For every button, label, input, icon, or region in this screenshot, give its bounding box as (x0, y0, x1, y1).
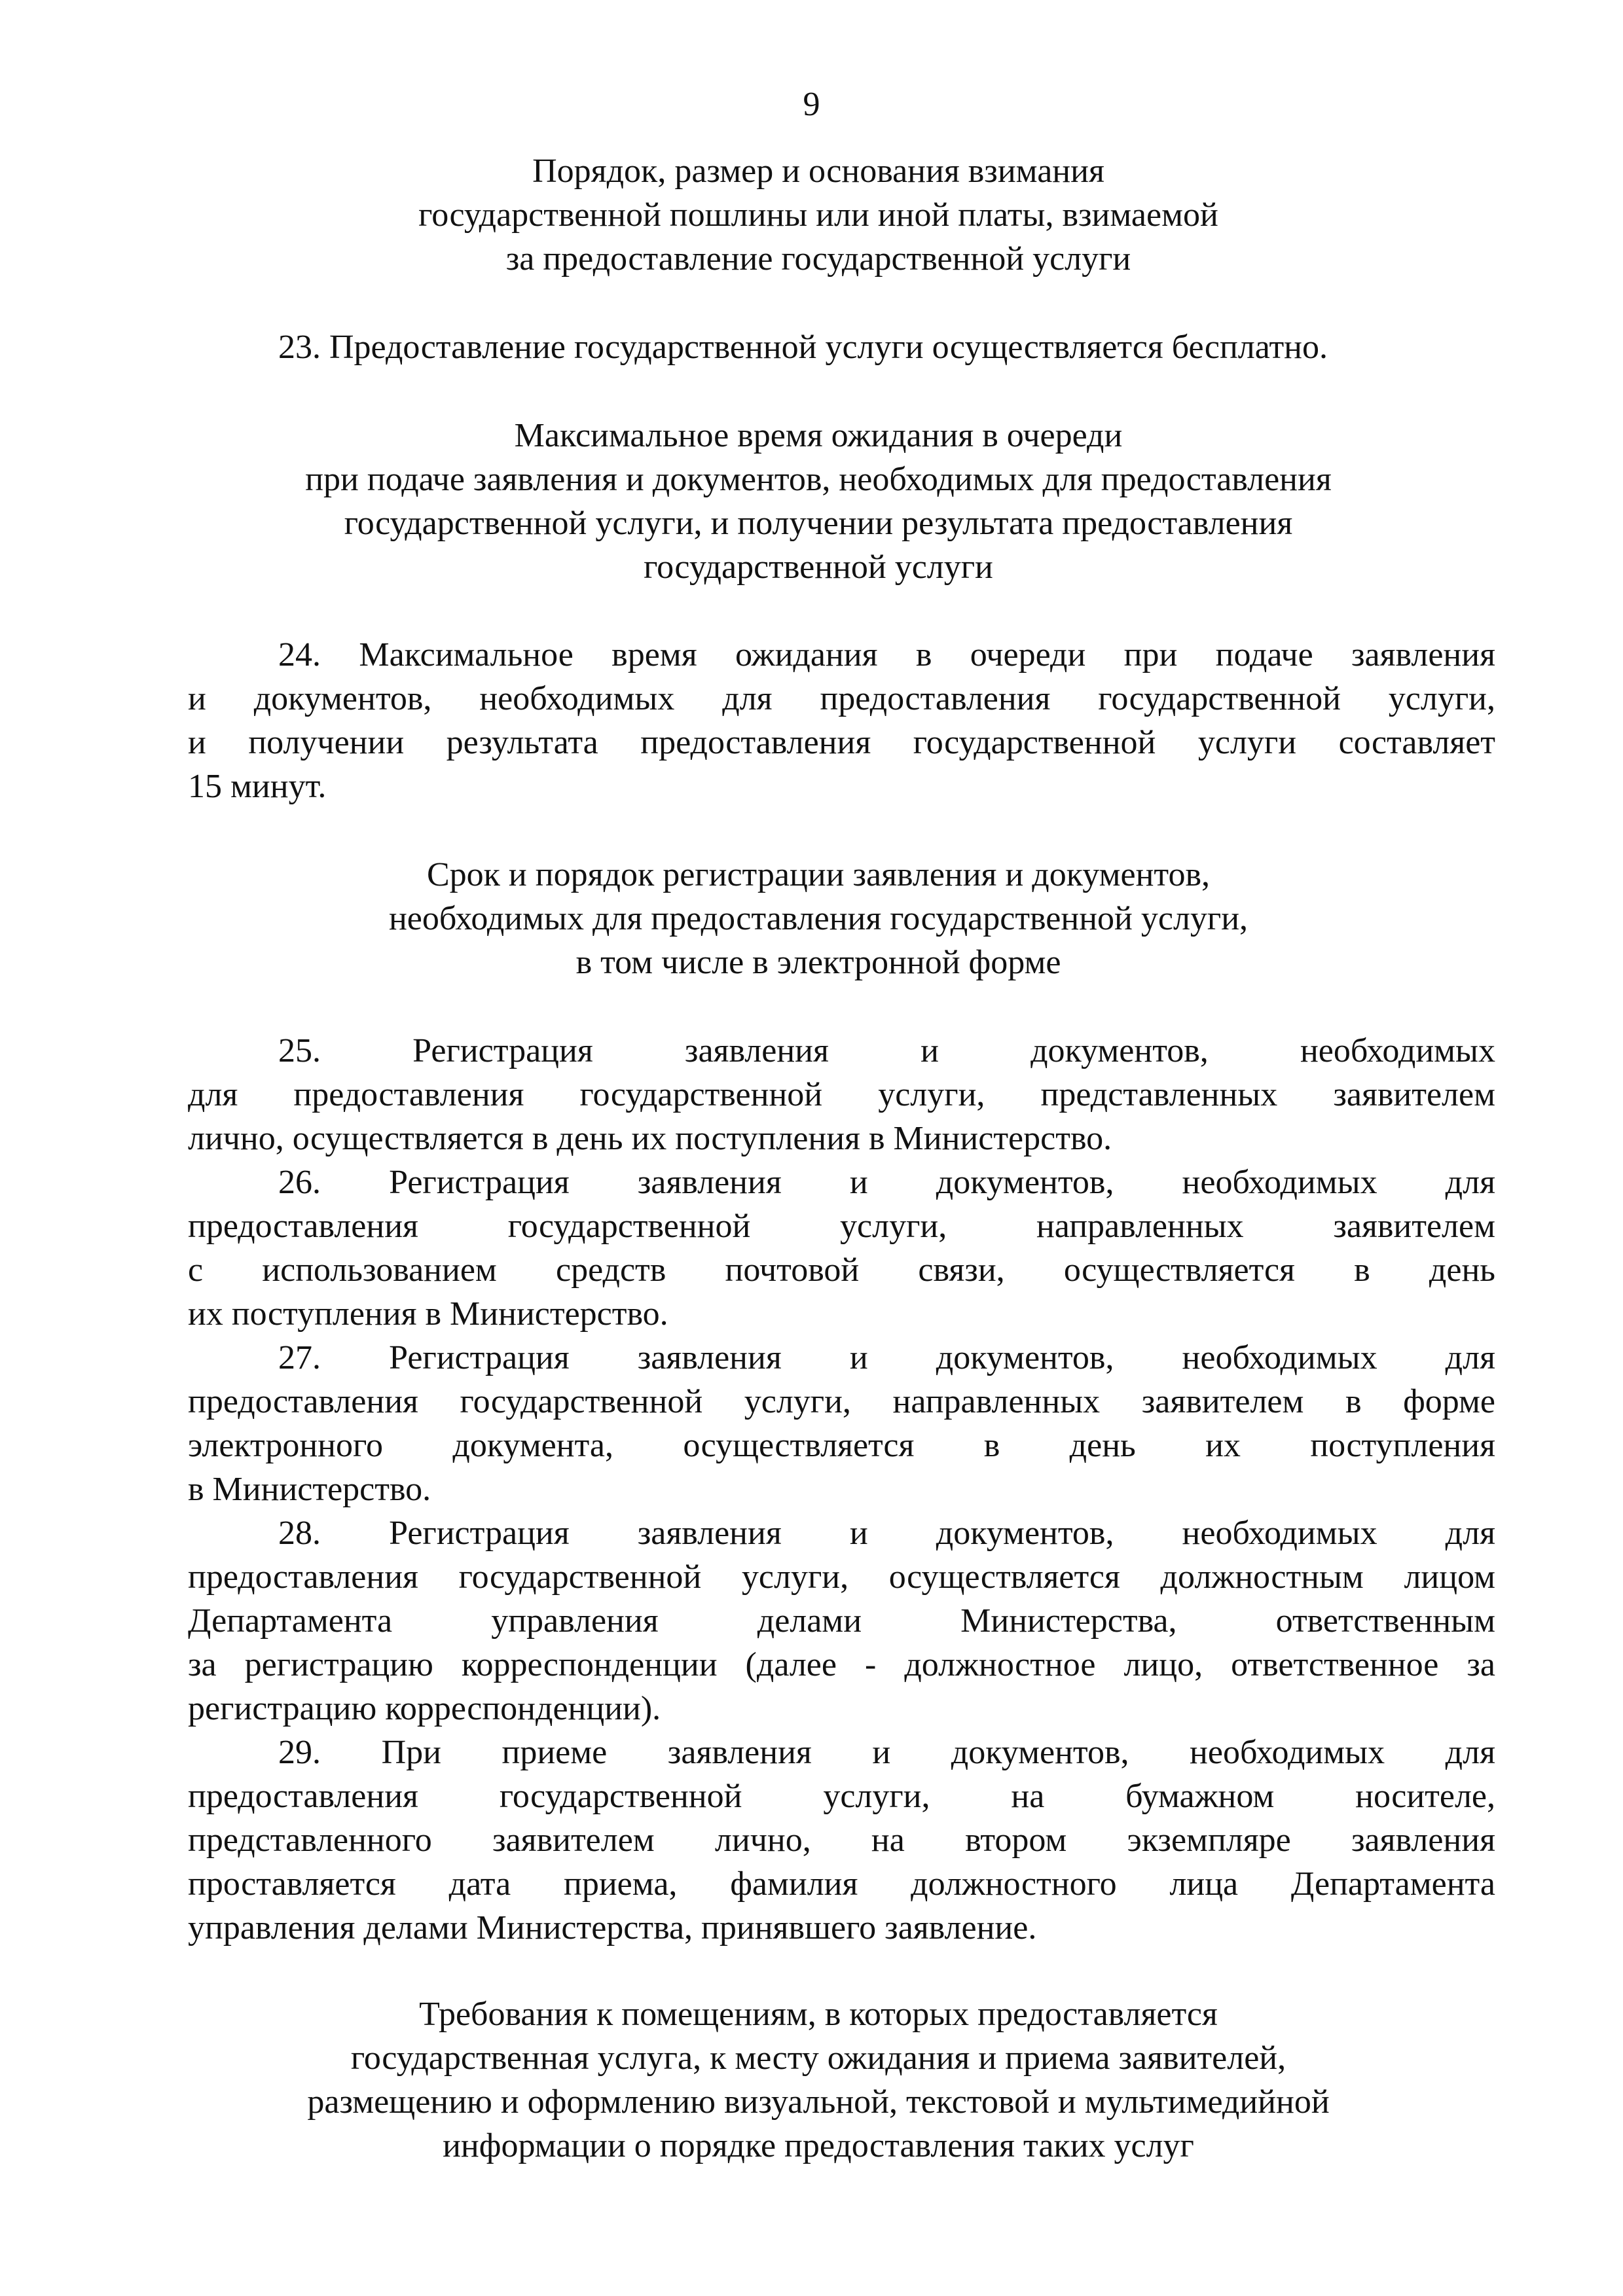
paragraph-23: 23. Предоставление государственной услуги осуществляется бесплатно. (278, 329, 1328, 366)
section-heading-premises: Требования к помещениям, в которых предоставляется государственная услуга, к месту ожидания и приема заявителей, размещению и оформлению визуальной, текстовой и мультимедийной информации о порядке предоставления таких услуг (307, 1996, 1330, 2164)
paragraph-26: 26. Регистрация заявления и документов, необходимых для предоставления государственной услуги, направленных заявителем с использованием средств почтовой связи, осуществляется в день их поступления в Министерство. (188, 1164, 1495, 1333)
paragraph-29: 29. При приеме заявления и документов, необходимых для предоставления государственной услуги, на бумажном носителе, представленного заявителем лично, на втором экземпляре заявления проставляется дата приема, фамилия должностного лица Департамента управления делами Министерства, принявшего заявление. (188, 1734, 1495, 1946)
section-heading-waiting-time: Максимальное время ожидания в очереди при подаче заявления и документов, необходимых для предоставления государственной услуги, и получении результата предоставления государственной услуги (305, 417, 1332, 586)
section-heading-fee: Порядок, размер и основания взимания государственной пошлины или иной платы, взимаемой за предоставление государственной услуги (418, 152, 1218, 278)
section-heading-registration: Срок и порядок регистрации заявления и документов, необходимых для предоставления государственной услуги, в том числе в электронной форме (388, 856, 1249, 981)
page-number: 9 (803, 86, 820, 123)
paragraph-27: 27. Регистрация заявления и документов, необходимых для предоставления государственной услуги, направленных заявителем в форме электронного документа, осуществляется в день их поступления в Министерство. (188, 1339, 1495, 1508)
paragraph-24: 24. Максимальное время ожидания в очереди при подаче заявления и документов, необходимых для предоставления государственной услуги, и получении результата предоставления государственной услуги составляет 15 минут. (188, 636, 1495, 805)
paragraph-25: 25. Регистрация заявления и документов, необходимых для предоставления государственной услуги, представленных заявителем лично, осуществляется в день их поступления в Министерство. (188, 1032, 1495, 1157)
paragraph-28: 28. Регистрация заявления и документов, необходимых для предоставления государственной услуги, осуществляется должностным лицом Департамента управления делами Министерства, ответственным за регистрацию корреспонденции (далее - должностное лицо, ответственное за регистрацию корреспонденции). (188, 1515, 1495, 1727)
